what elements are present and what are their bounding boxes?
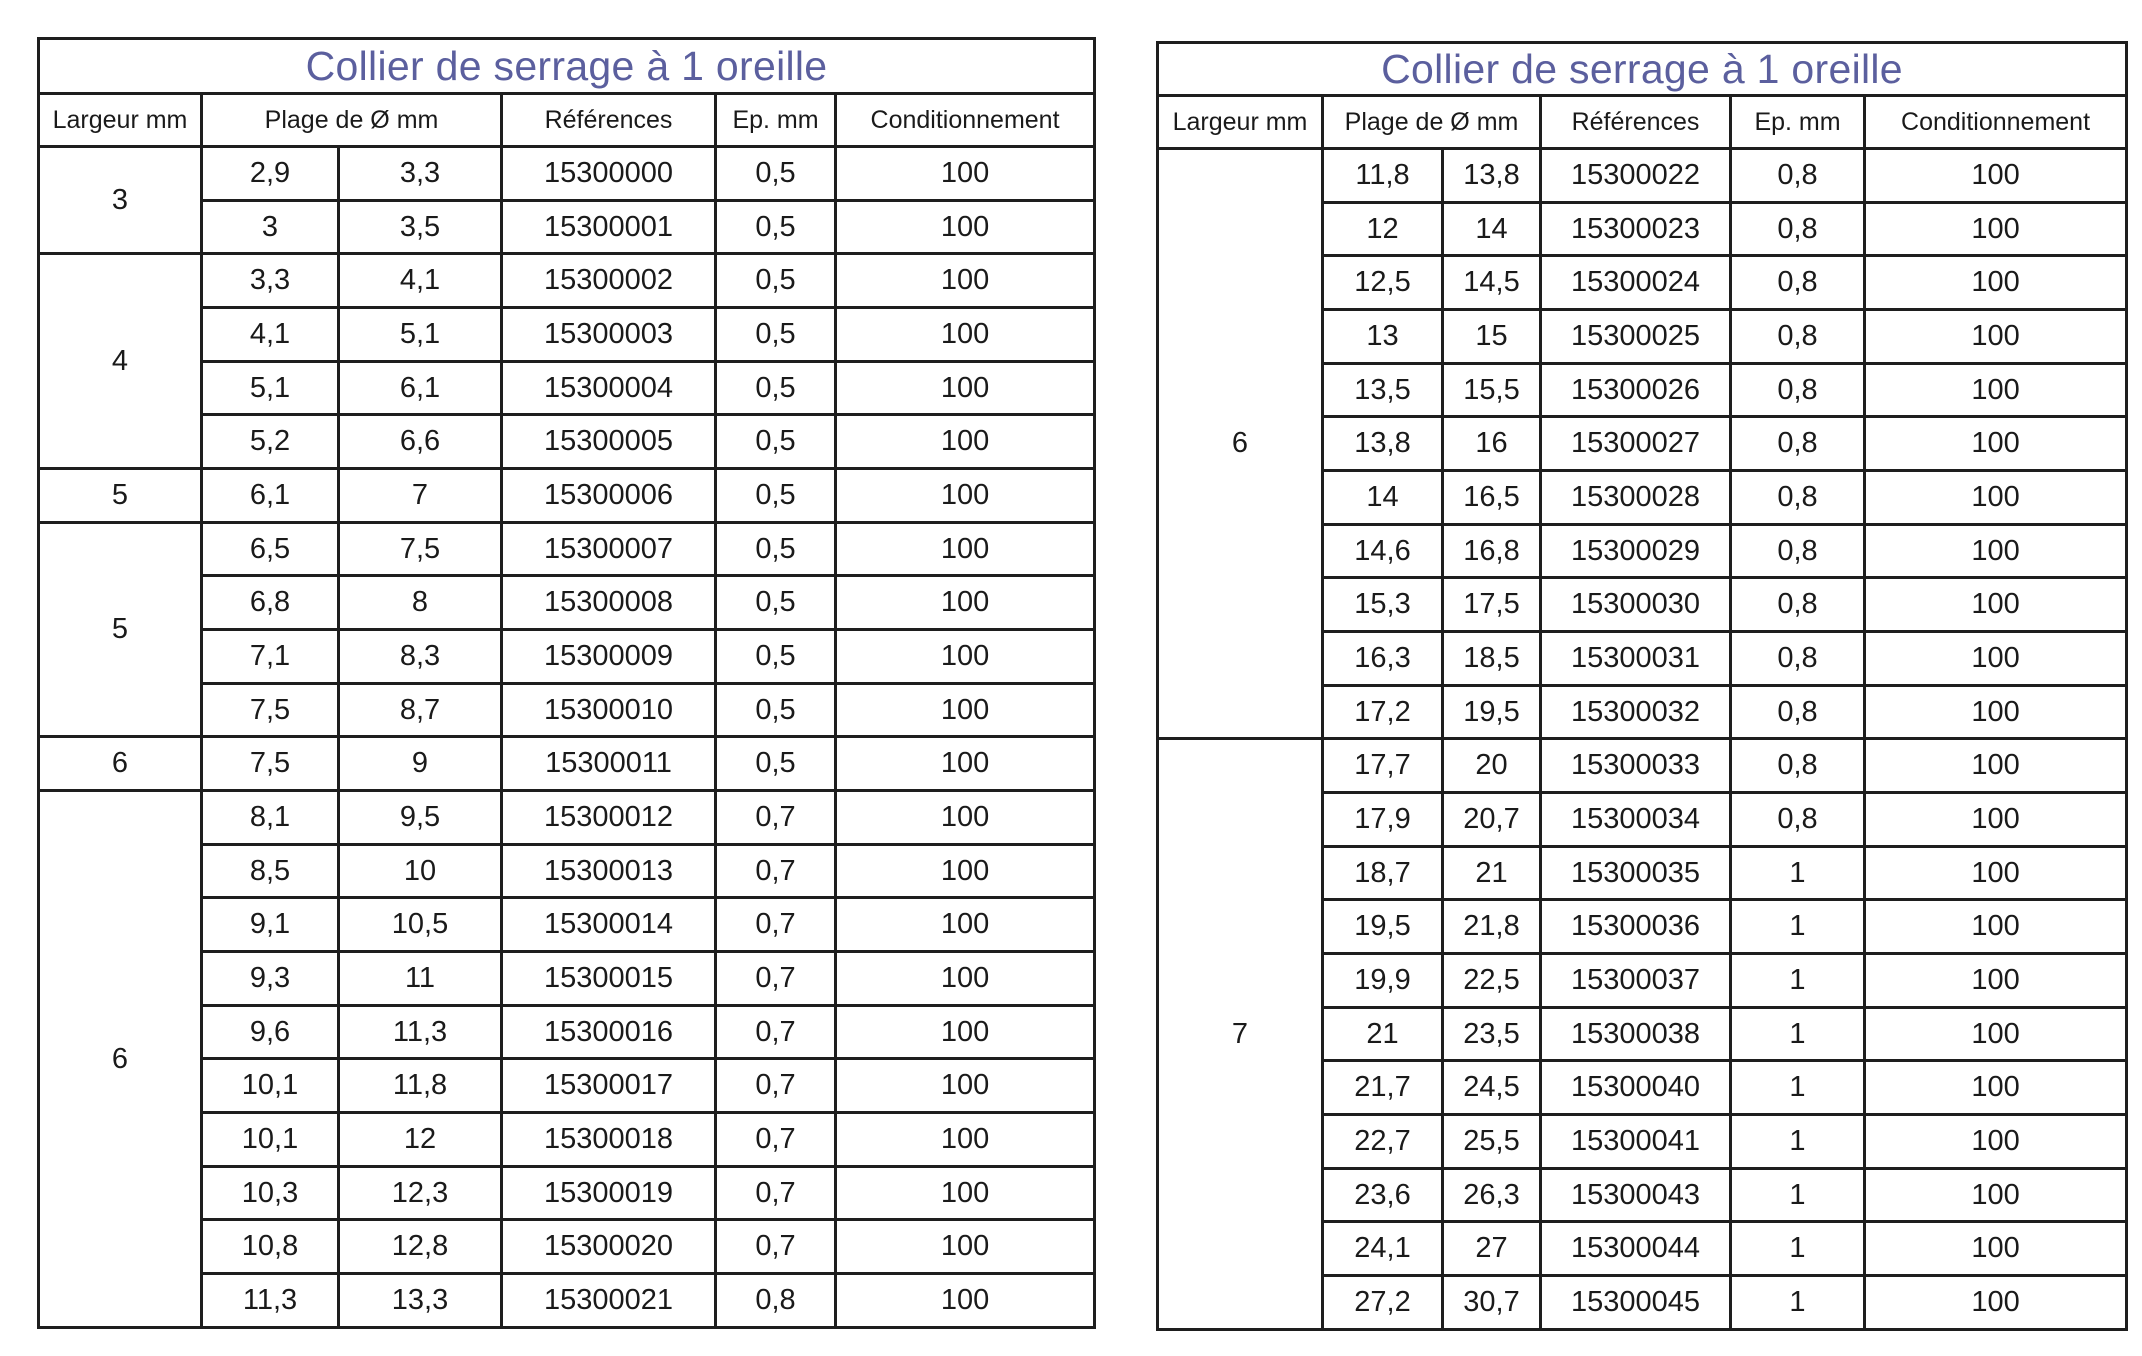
range-max-cell: 30,7 [1443, 1276, 1541, 1330]
table-row [39, 469, 1095, 523]
reference-cell: 15300006 [502, 469, 716, 523]
reference-cell: 15300025 [1541, 310, 1731, 364]
range-min-cell: 17,7 [1323, 739, 1443, 793]
width-group-cell: 7 [1158, 739, 1323, 1330]
packaging-cell: 100 [836, 683, 1095, 737]
reference-cell: 15300036 [1541, 900, 1731, 954]
thickness-cell: 0,5 [716, 469, 836, 523]
reference-cell: 15300018 [502, 1113, 716, 1167]
range-min-cell: 10,8 [202, 1220, 339, 1274]
range-min-cell: 7,1 [202, 630, 339, 684]
thickness-cell: 0,7 [716, 844, 836, 898]
range-min-cell: 10,3 [202, 1166, 339, 1220]
range-min-cell: 4,1 [202, 308, 339, 362]
range-min-cell: 16,3 [1323, 632, 1443, 686]
thickness-cell: 0,7 [716, 1113, 836, 1167]
range-min-cell: 6,8 [202, 576, 339, 630]
thickness-cell: 0,8 [1731, 256, 1865, 310]
table-row [39, 737, 1095, 791]
range-max-cell: 8,3 [339, 630, 502, 684]
left-product-table-panel [37, 37, 1093, 1329]
thickness-cell: 1 [1731, 1007, 1865, 1061]
reference-cell: 15300026 [1541, 363, 1731, 417]
range-max-cell: 21 [1443, 846, 1541, 900]
range-max-cell: 12,8 [339, 1220, 502, 1274]
col-header-ep: Ep. mm [716, 94, 836, 147]
thickness-cell: 0,5 [716, 200, 836, 254]
reference-cell: 15300032 [1541, 685, 1731, 739]
table-row [39, 254, 1095, 308]
packaging-cell: 100 [1865, 846, 2127, 900]
packaging-cell: 100 [836, 791, 1095, 845]
range-max-cell: 27 [1443, 1222, 1541, 1276]
col-header-conditionnement: Conditionnement [1865, 96, 2127, 149]
reference-cell: 15300031 [1541, 632, 1731, 686]
range-min-cell: 10,1 [202, 1113, 339, 1167]
range-max-cell: 15,5 [1443, 363, 1541, 417]
reference-cell: 15300001 [502, 200, 716, 254]
range-min-cell: 5,1 [202, 361, 339, 415]
table-row [1158, 739, 2127, 793]
range-min-cell: 22,7 [1323, 1115, 1443, 1169]
reference-cell: 15300011 [502, 737, 716, 791]
range-max-cell: 20,7 [1443, 793, 1541, 847]
packaging-cell: 100 [836, 898, 1095, 952]
reference-cell: 15300007 [502, 522, 716, 576]
reference-cell: 15300028 [1541, 471, 1731, 525]
range-min-cell: 5,2 [202, 415, 339, 469]
reference-cell: 15300016 [502, 1005, 716, 1059]
range-min-cell: 23,6 [1323, 1168, 1443, 1222]
range-min-cell: 27,2 [1323, 1276, 1443, 1330]
range-max-cell: 10,5 [339, 898, 502, 952]
packaging-cell: 100 [1865, 524, 2127, 578]
reference-cell: 15300008 [502, 576, 716, 630]
range-max-cell: 17,5 [1443, 578, 1541, 632]
reference-cell: 15300002 [502, 254, 716, 308]
reference-cell: 15300020 [502, 1220, 716, 1274]
range-max-cell: 18,5 [1443, 632, 1541, 686]
range-min-cell: 14 [1323, 471, 1443, 525]
reference-cell: 15300015 [502, 952, 716, 1006]
packaging-cell: 100 [1865, 1007, 2127, 1061]
thickness-cell: 0,8 [716, 1274, 836, 1328]
range-max-cell: 9 [339, 737, 502, 791]
reference-cell: 15300017 [502, 1059, 716, 1113]
packaging-cell: 100 [836, 630, 1095, 684]
packaging-cell: 100 [1865, 685, 2127, 739]
thickness-cell: 1 [1731, 1061, 1865, 1115]
range-min-cell: 17,9 [1323, 793, 1443, 847]
range-max-cell: 3,5 [339, 200, 502, 254]
thickness-cell: 0,8 [1731, 524, 1865, 578]
table-row [39, 147, 1095, 201]
range-min-cell: 15,3 [1323, 578, 1443, 632]
packaging-cell: 100 [836, 1274, 1095, 1328]
thickness-cell: 0,7 [716, 1220, 836, 1274]
packaging-cell: 100 [1865, 471, 2127, 525]
thickness-cell: 1 [1731, 1168, 1865, 1222]
width-group-cell: 5 [39, 522, 202, 737]
range-max-cell: 19,5 [1443, 685, 1541, 739]
range-min-cell: 19,9 [1323, 954, 1443, 1008]
range-min-cell: 9,3 [202, 952, 339, 1006]
thickness-cell: 0,8 [1731, 149, 1865, 203]
right-product-table-panel [1156, 41, 2125, 1331]
reference-cell: 15300000 [502, 147, 716, 201]
packaging-cell: 100 [1865, 1276, 2127, 1330]
thickness-cell: 0,8 [1731, 793, 1865, 847]
range-min-cell: 11,3 [202, 1274, 339, 1328]
thickness-cell: 1 [1731, 954, 1865, 1008]
range-max-cell: 9,5 [339, 791, 502, 845]
range-max-cell: 24,5 [1443, 1061, 1541, 1115]
range-min-cell: 19,5 [1323, 900, 1443, 954]
reference-cell: 15300014 [502, 898, 716, 952]
range-min-cell: 24,1 [1323, 1222, 1443, 1276]
reference-cell: 15300027 [1541, 417, 1731, 471]
table-title: Collier de serrage à 1 oreille [39, 39, 1095, 94]
col-header-largeur: Largeur mm [1158, 96, 1323, 149]
packaging-cell: 100 [1865, 900, 2127, 954]
thickness-cell: 0,8 [1731, 417, 1865, 471]
range-min-cell: 14,6 [1323, 524, 1443, 578]
range-min-cell: 12 [1323, 202, 1443, 256]
range-max-cell: 14,5 [1443, 256, 1541, 310]
packaging-cell: 100 [836, 737, 1095, 791]
range-min-cell: 8,5 [202, 844, 339, 898]
packaging-cell: 100 [1865, 578, 2127, 632]
packaging-cell: 100 [836, 469, 1095, 523]
thickness-cell: 0,5 [716, 576, 836, 630]
range-min-cell: 2,9 [202, 147, 339, 201]
packaging-cell: 100 [1865, 739, 2127, 793]
range-min-cell: 8,1 [202, 791, 339, 845]
reference-cell: 15300035 [1541, 846, 1731, 900]
packaging-cell: 100 [836, 522, 1095, 576]
range-min-cell: 3 [202, 200, 339, 254]
width-group-cell: 5 [39, 469, 202, 523]
packaging-cell: 100 [836, 844, 1095, 898]
product-table [37, 37, 1096, 1329]
thickness-cell: 0,5 [716, 522, 836, 576]
thickness-cell: 0,8 [1731, 739, 1865, 793]
thickness-cell: 0,8 [1731, 578, 1865, 632]
thickness-cell: 0,5 [716, 308, 836, 362]
thickness-cell: 0,7 [716, 1059, 836, 1113]
range-max-cell: 3,3 [339, 147, 502, 201]
range-min-cell: 18,7 [1323, 846, 1443, 900]
reference-cell: 15300045 [1541, 1276, 1731, 1330]
width-group-cell: 6 [39, 737, 202, 791]
table-body [1158, 149, 2127, 1330]
range-max-cell: 21,8 [1443, 900, 1541, 954]
range-max-cell: 14 [1443, 202, 1541, 256]
thickness-cell: 0,8 [1731, 310, 1865, 364]
packaging-cell: 100 [836, 200, 1095, 254]
range-min-cell: 17,2 [1323, 685, 1443, 739]
range-max-cell: 8,7 [339, 683, 502, 737]
range-max-cell: 10 [339, 844, 502, 898]
col-header-plage: Plage de Ø mm [1323, 96, 1541, 149]
packaging-cell: 100 [1865, 632, 2127, 686]
thickness-cell: 1 [1731, 900, 1865, 954]
range-min-cell: 21,7 [1323, 1061, 1443, 1115]
reference-cell: 15300024 [1541, 256, 1731, 310]
thickness-cell: 0,8 [1731, 471, 1865, 525]
range-max-cell: 12,3 [339, 1166, 502, 1220]
reference-cell: 15300003 [502, 308, 716, 362]
reference-cell: 15300023 [1541, 202, 1731, 256]
packaging-cell: 100 [1865, 1168, 2127, 1222]
range-max-cell: 16 [1443, 417, 1541, 471]
range-max-cell: 4,1 [339, 254, 502, 308]
packaging-cell: 100 [1865, 1061, 2127, 1115]
packaging-cell: 100 [1865, 1115, 2127, 1169]
packaging-cell: 100 [836, 361, 1095, 415]
col-header-largeur: Largeur mm [39, 94, 202, 147]
col-header-references: Références [502, 94, 716, 147]
range-min-cell: 12,5 [1323, 256, 1443, 310]
range-min-cell: 9,1 [202, 898, 339, 952]
thickness-cell: 0,5 [716, 737, 836, 791]
range-min-cell: 13,8 [1323, 417, 1443, 471]
reference-cell: 15300030 [1541, 578, 1731, 632]
table-row [39, 791, 1095, 845]
reference-cell: 15300029 [1541, 524, 1731, 578]
range-max-cell: 16,8 [1443, 524, 1541, 578]
thickness-cell: 1 [1731, 1115, 1865, 1169]
range-max-cell: 6,6 [339, 415, 502, 469]
reference-cell: 15300012 [502, 791, 716, 845]
packaging-cell: 100 [1865, 954, 2127, 1008]
range-max-cell: 13,8 [1443, 149, 1541, 203]
width-group-cell: 4 [39, 254, 202, 469]
thickness-cell: 0,7 [716, 898, 836, 952]
reference-cell: 15300022 [1541, 149, 1731, 203]
packaging-cell: 100 [836, 415, 1095, 469]
reference-cell: 15300040 [1541, 1061, 1731, 1115]
reference-cell: 15300009 [502, 630, 716, 684]
reference-cell: 15300021 [502, 1274, 716, 1328]
thickness-cell: 1 [1731, 846, 1865, 900]
range-min-cell: 6,1 [202, 469, 339, 523]
packaging-cell: 100 [836, 1220, 1095, 1274]
range-min-cell: 7,5 [202, 737, 339, 791]
table-row [1158, 149, 2127, 203]
packaging-cell: 100 [1865, 1222, 2127, 1276]
range-min-cell: 13 [1323, 310, 1443, 364]
packaging-cell: 100 [836, 1059, 1095, 1113]
range-min-cell: 13,5 [1323, 363, 1443, 417]
range-max-cell: 20 [1443, 739, 1541, 793]
packaging-cell: 100 [836, 576, 1095, 630]
range-max-cell: 7,5 [339, 522, 502, 576]
range-min-cell: 21 [1323, 1007, 1443, 1061]
col-header-plage: Plage de Ø mm [202, 94, 502, 147]
thickness-cell: 0,7 [716, 1166, 836, 1220]
packaging-cell: 100 [836, 1166, 1095, 1220]
packaging-cell: 100 [836, 254, 1095, 308]
range-min-cell: 9,6 [202, 1005, 339, 1059]
range-max-cell: 11 [339, 952, 502, 1006]
thickness-cell: 1 [1731, 1276, 1865, 1330]
range-min-cell: 6,5 [202, 522, 339, 576]
product-table [1156, 41, 2128, 1331]
thickness-cell: 0,5 [716, 415, 836, 469]
packaging-cell: 100 [1865, 310, 2127, 364]
col-header-ep: Ep. mm [1731, 96, 1865, 149]
range-max-cell: 11,8 [339, 1059, 502, 1113]
table-row [39, 522, 1095, 576]
reference-cell: 15300005 [502, 415, 716, 469]
range-min-cell: 3,3 [202, 254, 339, 308]
packaging-cell: 100 [1865, 417, 2127, 471]
reference-cell: 15300004 [502, 361, 716, 415]
reference-cell: 15300044 [1541, 1222, 1731, 1276]
packaging-cell: 100 [1865, 149, 2127, 203]
thickness-cell: 0,5 [716, 630, 836, 684]
packaging-cell: 100 [836, 147, 1095, 201]
packaging-cell: 100 [1865, 256, 2127, 310]
table-body [39, 147, 1095, 1328]
packaging-cell: 100 [1865, 202, 2127, 256]
thickness-cell: 0,8 [1731, 685, 1865, 739]
range-min-cell: 7,5 [202, 683, 339, 737]
range-max-cell: 5,1 [339, 308, 502, 362]
range-max-cell: 13,3 [339, 1274, 502, 1328]
reference-cell: 15300033 [1541, 739, 1731, 793]
table-title: Collier de serrage à 1 oreille [1158, 43, 2127, 96]
packaging-cell: 100 [836, 1113, 1095, 1167]
reference-cell: 15300038 [1541, 1007, 1731, 1061]
range-max-cell: 26,3 [1443, 1168, 1541, 1222]
thickness-cell: 0,5 [716, 361, 836, 415]
range-max-cell: 11,3 [339, 1005, 502, 1059]
range-max-cell: 8 [339, 576, 502, 630]
thickness-cell: 0,8 [1731, 632, 1865, 686]
reference-cell: 15300010 [502, 683, 716, 737]
reference-cell: 15300043 [1541, 1168, 1731, 1222]
reference-cell: 15300019 [502, 1166, 716, 1220]
thickness-cell: 0,8 [1731, 202, 1865, 256]
thickness-cell: 0,7 [716, 1005, 836, 1059]
range-max-cell: 23,5 [1443, 1007, 1541, 1061]
thickness-cell: 0,5 [716, 254, 836, 308]
range-max-cell: 6,1 [339, 361, 502, 415]
col-header-conditionnement: Conditionnement [836, 94, 1095, 147]
thickness-cell: 0,8 [1731, 363, 1865, 417]
range-min-cell: 10,1 [202, 1059, 339, 1113]
packaging-cell: 100 [836, 952, 1095, 1006]
range-max-cell: 25,5 [1443, 1115, 1541, 1169]
range-max-cell: 15 [1443, 310, 1541, 364]
reference-cell: 15300041 [1541, 1115, 1731, 1169]
width-group-cell: 3 [39, 147, 202, 254]
reference-cell: 15300013 [502, 844, 716, 898]
thickness-cell: 1 [1731, 1222, 1865, 1276]
range-max-cell: 22,5 [1443, 954, 1541, 1008]
reference-cell: 15300037 [1541, 954, 1731, 1008]
range-max-cell: 16,5 [1443, 471, 1541, 525]
packaging-cell: 100 [1865, 793, 2127, 847]
width-group-cell: 6 [39, 791, 202, 1328]
range-max-cell: 12 [339, 1113, 502, 1167]
packaging-cell: 100 [1865, 363, 2127, 417]
packaging-cell: 100 [836, 308, 1095, 362]
reference-cell: 15300034 [1541, 793, 1731, 847]
thickness-cell: 0,5 [716, 147, 836, 201]
width-group-cell: 6 [1158, 149, 1323, 739]
range-min-cell: 11,8 [1323, 149, 1443, 203]
thickness-cell: 0,7 [716, 791, 836, 845]
thickness-cell: 0,7 [716, 952, 836, 1006]
col-header-references: Références [1541, 96, 1731, 149]
thickness-cell: 0,5 [716, 683, 836, 737]
range-max-cell: 7 [339, 469, 502, 523]
packaging-cell: 100 [836, 1005, 1095, 1059]
